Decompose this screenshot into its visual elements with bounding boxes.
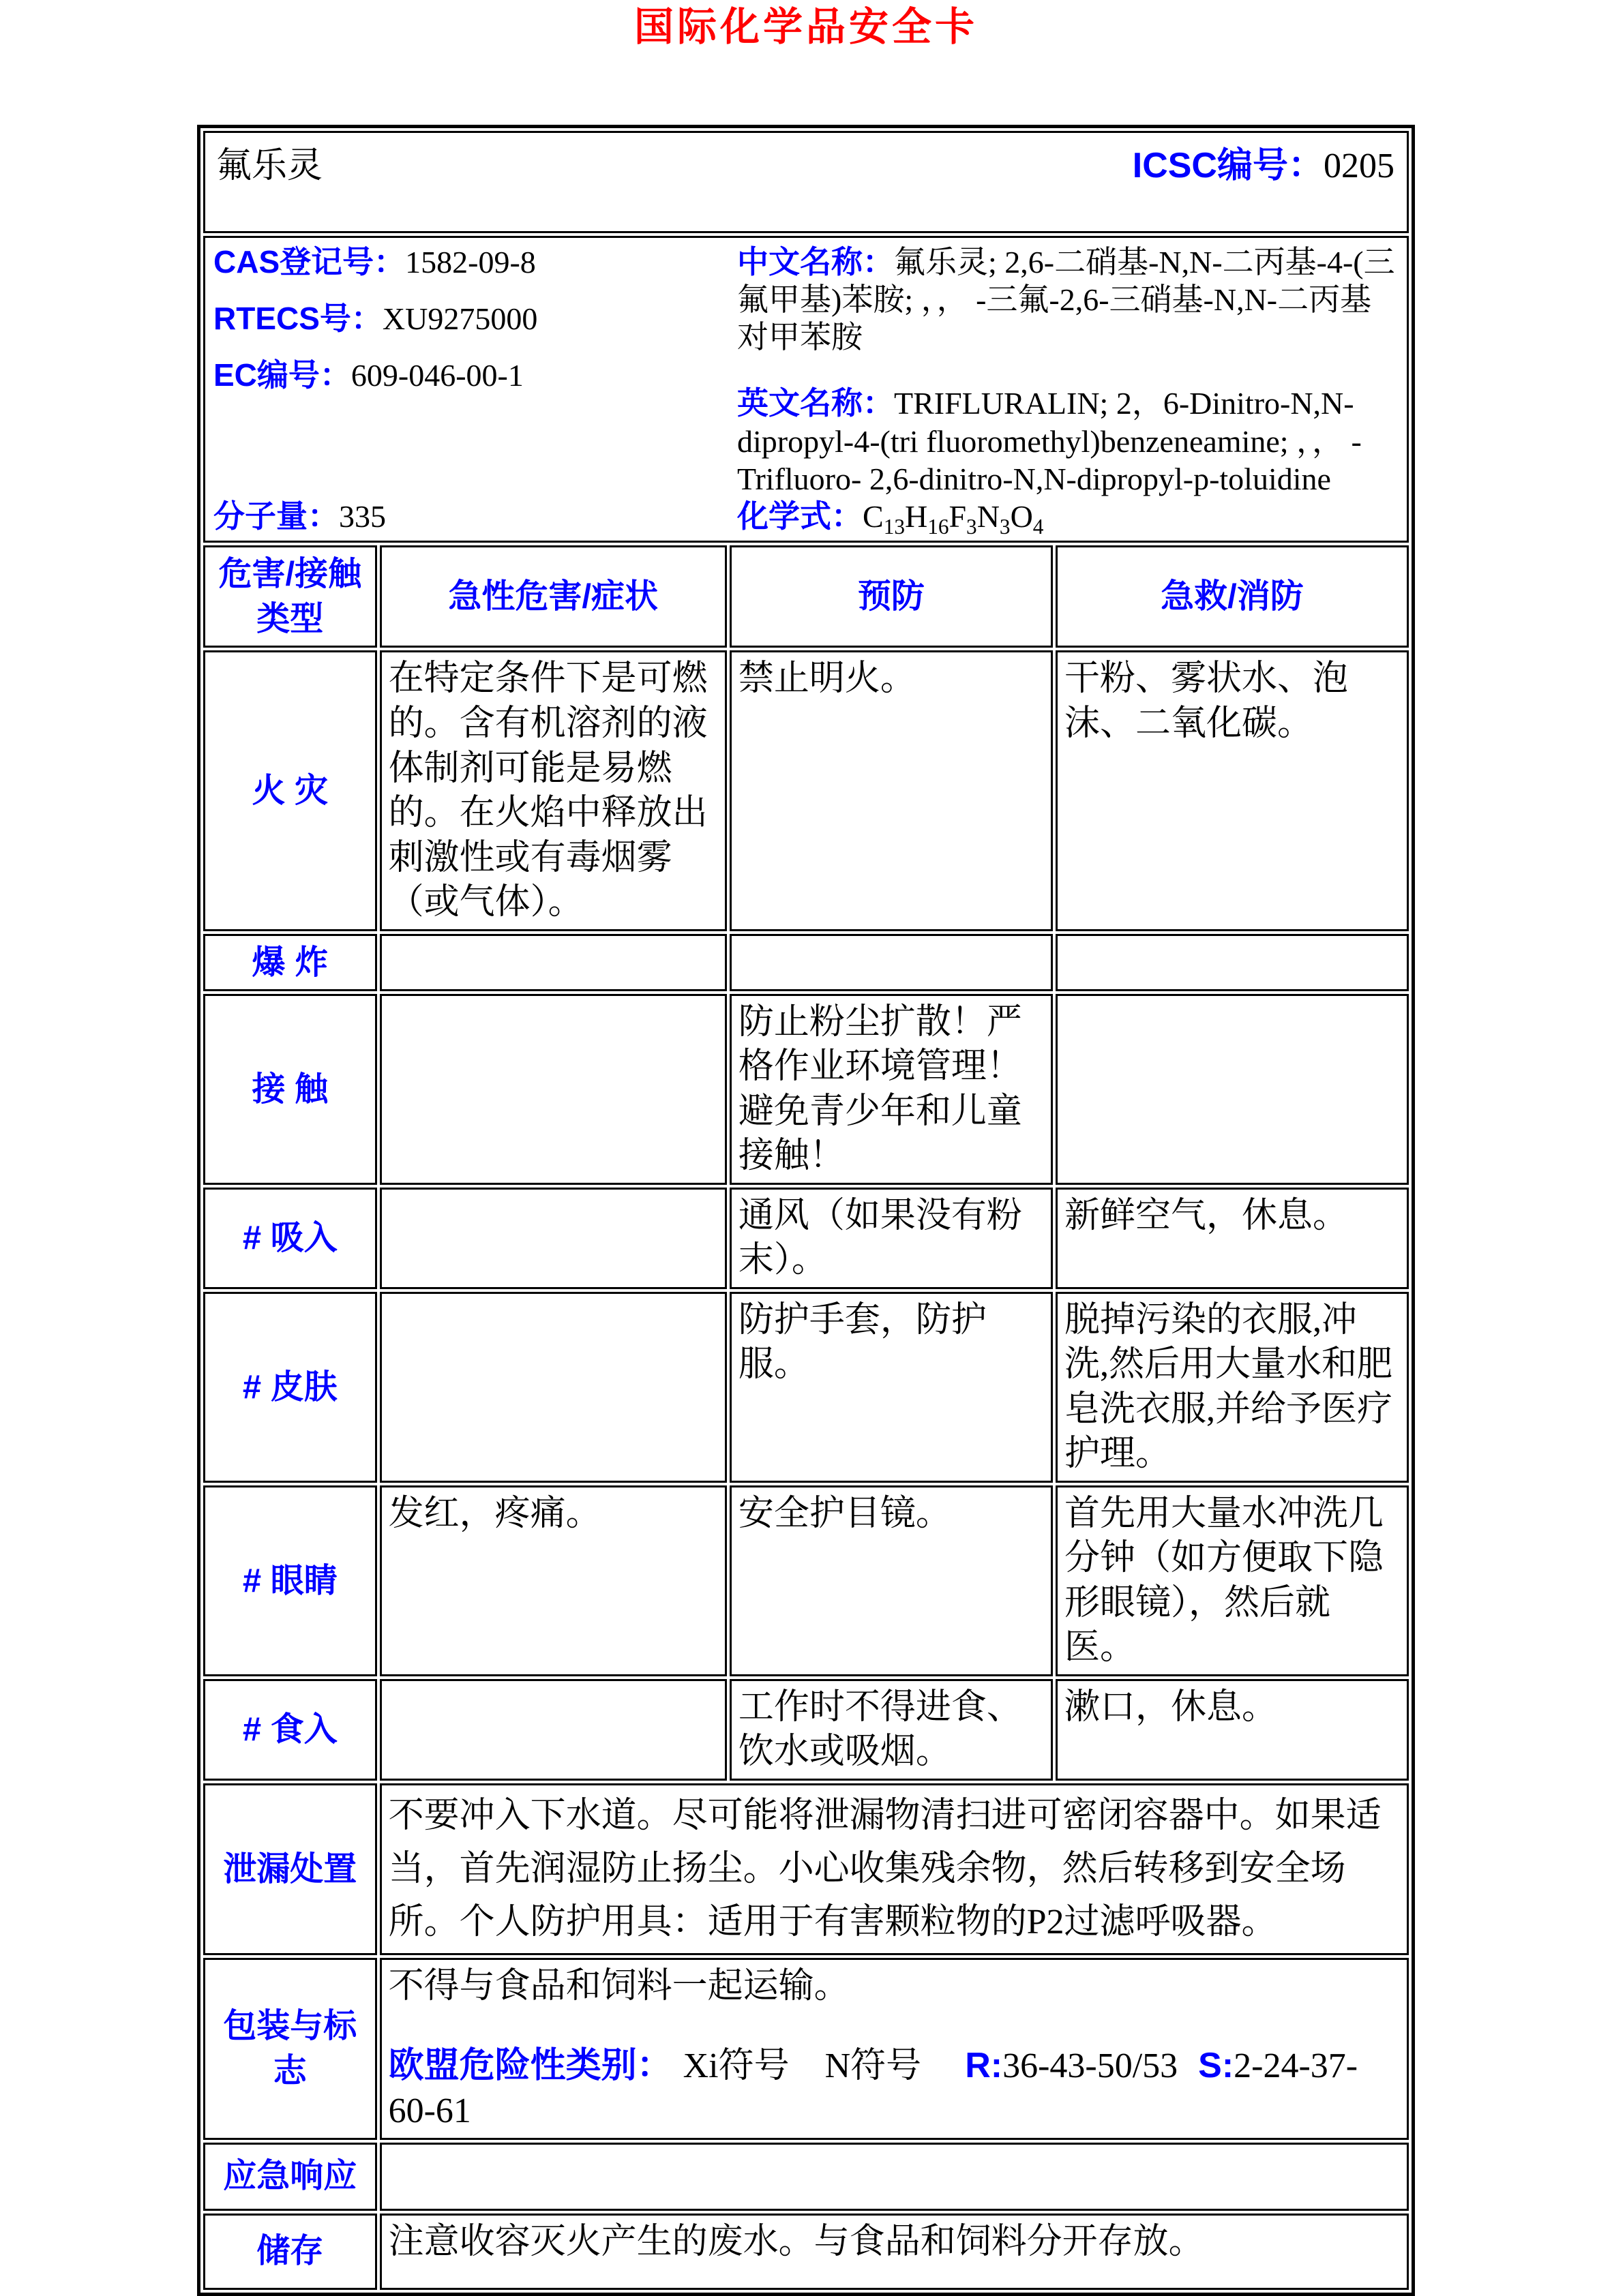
hazard-type-cell: 泄漏处置 [203, 1783, 377, 1955]
card-header-cell [203, 131, 1409, 233]
ec-number-value: 609-046-00-1 [350, 358, 524, 393]
eu-classification-line [389, 2044, 1400, 2133]
hazard-type-cell: # 皮肤 [203, 1292, 377, 1483]
packaging-transport-note: 不得与食品和饲料一起运输。 [388, 1966, 850, 2006]
ec-number-label: EC编号： [213, 357, 351, 393]
page [0, 5, 1612, 2270]
chinese-name-value: 氟乐灵; 2,6-二硝基-N,N-二丙基-4-(三氟甲基)苯胺; ，， -三氟-2,6-三硝基-N,N-二丙基对甲苯胺 [737, 244, 1395, 355]
hazard-type-cell: # 吸入 [203, 1188, 377, 1289]
cas-number-label: CAS登记号： [213, 243, 406, 280]
hazard-type-cell: 接 触 [203, 994, 377, 1185]
header-prevention: 预防 [730, 545, 1053, 648]
r-phrases-label: R: [965, 2046, 1003, 2086]
header-first-aid: 急救/消防 [1056, 545, 1409, 648]
prevention-cell: 通风（如果没有粉末）。 [730, 1188, 1053, 1289]
spill-disposal-text: 不要冲入下水道。尽可能将泄漏物清扫进可密闭容器中。如果适当，首先润湿防止扬尘。小心收集残余物，然后转移到安全场所。个人防护用具：适用于有害颗粒物的P2过滤呼吸器。 [388, 1796, 1382, 1942]
spill-disposal-cell [380, 1783, 1409, 1955]
table-row-contact [203, 994, 1409, 1185]
storage-cell: 注意收容灭火产生的废水。与食品和饲料分开存放。 [380, 2214, 1409, 2290]
english-name-block [737, 384, 1400, 498]
emergency-response-cell [380, 2143, 1409, 2211]
hazard-type-cell: 包装与标志 [203, 1958, 377, 2140]
first-aid-cell: 漱口，休息。 [1056, 1679, 1409, 1781]
table-row-eyes [203, 1485, 1409, 1676]
first-aid-cell: 首先用大量水冲洗几分钟（如方便取下隐形眼镜），然后就医。 [1056, 1485, 1409, 1676]
header-hazard-type: 危害/接触类型 [203, 545, 377, 648]
chemical-formula-value: $C_{13}H_{16}F_3N_3O_4$ [863, 499, 1044, 539]
table-row-spill-disposal [203, 1783, 1409, 1955]
molecular-weight-value: 335 [339, 499, 386, 534]
prevention-cell: 防止粉尘扩散！严格作业环境管理！避免青少年和儿童接触！ [730, 994, 1053, 1185]
r-phrases-value: 36-43-50/53 [1002, 2046, 1178, 2086]
table-row-storage [203, 2214, 1409, 2290]
chemical-formula-label: 化学式： [737, 498, 863, 534]
prevention-cell: 工作时不得进食、饮水或吸烟。 [730, 1679, 1053, 1781]
table-row-ingestion [203, 1679, 1409, 1781]
hazard-type-cell: 应急响应 [203, 2143, 377, 2211]
icsc-number-group [1133, 144, 1394, 189]
table-row-inhalation [203, 1188, 1409, 1289]
registry-numbers [212, 242, 737, 537]
table-row-explosion [203, 934, 1409, 991]
chinese-name-label: 中文名称： [737, 243, 894, 280]
table-row-emergency-response [203, 2143, 1409, 2211]
packaging-labelling-cell [380, 1958, 1409, 2140]
symptoms-cell: 发红，疼痛。 [380, 1485, 727, 1676]
icsc-number-value: 0205 [1324, 146, 1394, 185]
cas-number [213, 243, 737, 281]
page-title: 国际化学品安全卡 [633, 5, 978, 49]
hazard-type-cell: 爆 炸 [203, 934, 377, 991]
hazard-type-cell: # 眼睛 [203, 1485, 377, 1676]
symptoms-cell [380, 934, 727, 991]
english-name-value: TRIFLURALIN; 2，6-Dinitro-N,N-dipropyl-4-(tri fluoromethyl)benzeneamine; ，， -Trifluoro- 2,6-dinitro-N,N-dipropyl-p-toluidine [737, 386, 1362, 496]
first-aid-cell [1056, 994, 1409, 1185]
s-phrases-label: S: [1198, 2046, 1234, 2086]
s-phrases-value: 2-24-37-60-61 [388, 2046, 1358, 2130]
prevention-cell: 禁止明火。 [730, 650, 1053, 931]
card-header-row [203, 131, 1409, 233]
chemical-name: 氟乐灵 [216, 146, 323, 185]
hazard-table-header-row [203, 545, 1409, 648]
hazard-type-cell: 储存 [203, 2214, 377, 2290]
molecular-weight-label: 分子量： [213, 498, 339, 534]
rtecs-number-label: RTECS号： [213, 301, 383, 337]
identification-cell [203, 236, 1409, 543]
symptoms-cell [380, 994, 727, 1185]
identification-row [203, 236, 1409, 543]
symptoms-cell [380, 1292, 727, 1483]
rtecs-number [213, 300, 737, 337]
table-row-packaging-labelling [203, 1958, 1409, 2140]
table-row-fire [203, 650, 1409, 931]
symptoms-cell [380, 1679, 727, 1781]
first-aid-cell: 干粉、雾状水、泡沫、二氧化碳。 [1056, 650, 1409, 931]
table-row-skin [203, 1292, 1409, 1483]
hazard-type-cell: 火 灾 [203, 650, 377, 931]
header-symptoms: 急性危害/症状 [380, 545, 727, 648]
first-aid-cell [1056, 934, 1409, 991]
eu-classification-label: 欧盟危险性类别： [388, 2046, 672, 2086]
names-section [737, 242, 1400, 537]
cas-number-value: 1582-09-8 [405, 244, 536, 280]
prevention-cell: 防护手套，防护服。 [730, 1292, 1053, 1483]
first-aid-cell: 脱掉污染的衣服,冲洗,然后用大量水和肥皂洗衣服,并给予医疗护理。 [1056, 1292, 1409, 1483]
prevention-cell [730, 934, 1053, 991]
english-name-label: 英文名称： [737, 385, 894, 421]
eu-symbols: Xi符号 N符号 [683, 2046, 922, 2086]
chinese-name-block [737, 243, 1400, 357]
hazard-type-cell: # 食入 [203, 1679, 377, 1781]
symptoms-cell: 在特定条件下是可燃的。含有机溶剂的液体制剂可能是易燃的。在火焰中释放出刺激性或有毒烟雾（或气体）。 [380, 650, 727, 931]
symptoms-cell [380, 1188, 727, 1289]
first-aid-cell: 新鲜空气，休息。 [1056, 1188, 1409, 1289]
safety-card [197, 125, 1415, 2296]
rtecs-number-value: XU9275000 [382, 301, 538, 337]
prevention-cell: 安全护目镜。 [730, 1485, 1053, 1676]
molecular-weight [213, 498, 737, 535]
icsc-number-label: ICSC编号： [1132, 145, 1324, 185]
chemical-formula-block [737, 498, 1400, 539]
ec-number [213, 357, 737, 394]
